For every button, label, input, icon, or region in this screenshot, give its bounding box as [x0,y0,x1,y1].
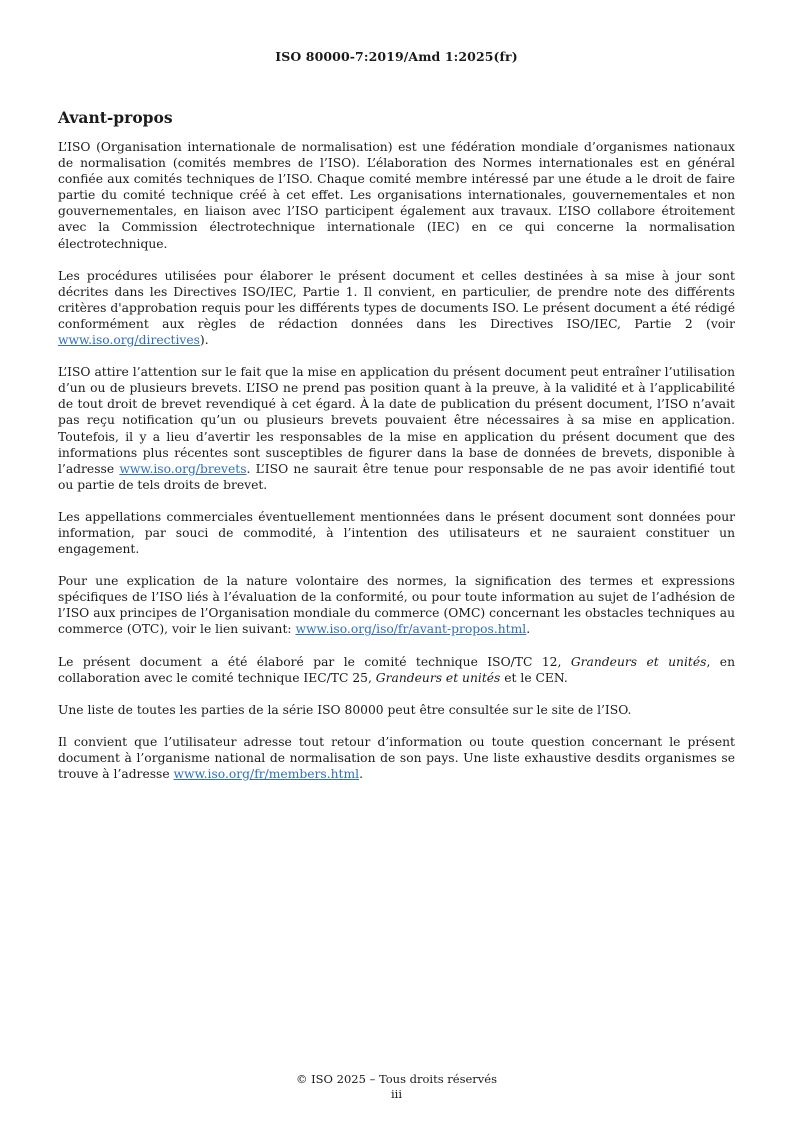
committee-title-italic: Grandeurs et unités [570,654,707,669]
page-number: iii [390,1087,403,1101]
paragraph-trade-names [58,509,735,557]
paragraph-text: et le CEN. [500,670,568,685]
paragraph-patents [58,364,735,493]
paragraph-text: . [526,622,531,637]
patents-link[interactable]: www.iso.org/brevets [119,461,247,476]
document-code: ISO 80000-7:2019/Amd 1:2025(fr) [275,49,518,64]
paragraph-text: Le présent document a été élaboré par le comité technique ISO/TC 12, [58,654,571,669]
paragraph-text: , en collaboration avec le comité technique IEC/TC 25, [58,654,735,685]
paragraph-iso-intro [58,139,735,252]
paragraph-committee [58,654,735,686]
paragraph-text: Les procédures utilisées pour élaborer le présent document et celles destinées à sa mise à jour sont décrites dans les Directives ISO/IEC, Partie 1. Il convient, en particulier, de prendre note des différents critères d'approbation requis pour les différents types de documents ISO. Le présent document a été rédigé conformément aux règles de rédaction données dans les Directives ISO/IEC, Partie 2 (voir [58,268,735,331]
paragraph-text: . [359,767,363,781]
main-content [58,108,735,798]
paragraph-text: Une liste de toutes les parties de la série ISO 80000 peut être consultée sur le site de l’ISO. [58,702,632,717]
section-title: Avant-propos [58,108,173,127]
members-link[interactable]: www.iso.org/fr/members.html [173,767,360,781]
foreword-link[interactable]: www.iso.org/iso/fr/avant-propos.html [295,622,527,637]
directives-link[interactable]: www.iso.org/directives [58,333,200,348]
copyright-notice: © ISO 2025 – Tous droits réservés [295,1072,497,1086]
paragraph-voluntary-nature [58,573,735,637]
paragraph-procedures [58,268,735,348]
document-header [0,49,793,64]
paragraph-feedback [58,734,735,782]
paragraph-text: . L’ISO ne saurait être tenue pour responsable de ne pas avoir identifié tout ou partie de tels droits de brevet. [58,461,735,492]
paragraph-text: Il convient que l’utilisateur adresse tout retour d’information ou toute question concernant le présent document à l’organisme national de normalisation de son pays. Une liste exhaustive desdits organismes se trouve à l’adresse [58,734,735,781]
paragraph-text: L’ISO (Organisation internationale de normalisation) est une fédération mondiale d’organismes nationaux de normalisation (comités membres de l’ISO). L’élaboration des Normes internationales est en général confiée aux comités techniques de l’ISO. Chaque comité membre intéressé par une étude a le droit de faire partie du comité technique créé à cet effet. Les organisations internationales, gouvernementales et non gouvernementales, en liaison avec l’ISO participent également aux travaux. L’ISO collabore étroitement avec la Commission électrotechnique internationale (IEC) en ce qui concerne la normalisation électrotechnique. [58,140,735,251]
paragraph-text: L’ISO attire l’attention sur le fait que la mise en application du présent document peut entraîner l’utilisation d’un ou de plusieurs brevets. L’ISO ne prend pas position quant à la preuve, à la validité et à l’applicabilité de tout droit de brevet revendiqué à cet égard. À la date de publication du présent document, l’ISO n’avait pas reçu notification qu’un ou plusieurs brevets pouvaient être nécessaires à sa mise en application. Toutefois, il y a lieu d’avertir les responsables de la mise en application du présent document que des informations plus récentes sont susceptibles de figurer dans la base de données de brevets, disponible à l’adresse [58,365,735,476]
paragraph-text: Pour une explication de la nature volontaire des normes, la signification des termes et expressions spécifiques de l’ISO liés à l’évaluation de la conformité, ou pour toute information au sujet de l’adhésion de l’ISO aux principes de l’Organisation mondiale du commerce (OMC) concernant les obstacles techniques au commerce (OTC), voir le lien suivant: [58,574,735,637]
paragraph-series-list [58,702,735,718]
paragraph-text: Les appellations commerciales éventuellement mentionnées dans le présent document sont données pour information, par souci de commodité, à l’intention des utilisateurs et ne sauraient constituer un engagement. [58,509,735,557]
committee-title-italic: Grandeurs et unités [375,670,501,685]
page-footer [0,1072,793,1102]
paragraph-text: ). [199,333,209,348]
